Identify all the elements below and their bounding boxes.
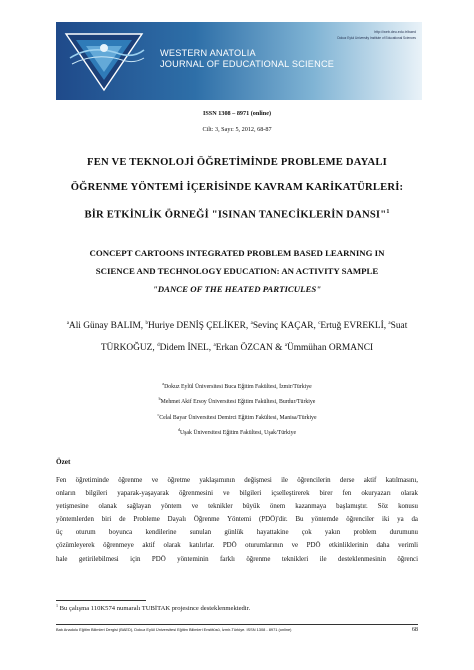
journal-title: [160, 48, 334, 70]
affiliation-list: [100, 378, 374, 440]
footnote: [56, 603, 250, 612]
title-line: SCIENCE AND TECHNOLOGY EDUCATION: AN ACTIVITY SAMPLE: [95, 266, 379, 276]
author-name: Ali Günay BALIM,: [68, 321, 146, 332]
title-line: "DANCE OF THE HEATED PARTICULES": [152, 284, 322, 294]
title-line: ÖĞRENME YÖNTEMİ İÇERİSİNDE KAVRAM KARİKATÜRLERİ:: [70, 182, 404, 193]
affiliation-text: Celal Bayar Üniversitesi Demirci Eğitim Fakültesi, Manisa/Türkiye: [159, 414, 317, 421]
journal-title-line: WESTERN ANATOLIA: [160, 48, 256, 58]
author-mark: a: [284, 343, 287, 349]
abstract-line: hale getirilebilmesi için PDÖ yönteminin farklı öğrenme teknikleri ile desteklenmesinin öğrenci: [56, 555, 418, 563]
author-mark: d: [157, 343, 160, 349]
affiliation-text: Mehmet Akif Ersoy Üniversitesi Eğitim Fakültesi, Burdur/Türkiye: [160, 399, 316, 406]
affiliation-mark: c: [157, 411, 160, 417]
journal-logo-icon: [62, 28, 146, 94]
english-title: [30, 244, 444, 298]
title-line-text: BİR ETKİNLİK ÖRNEĞİ "ISINAN TANECİKLERİN DANSI": [84, 209, 387, 221]
abstract-line: onların bilgileri yaparak-yaşayarak öğrenmesini ve bilgileri içselleştirerek birer fen okuryazarı olarak: [56, 490, 418, 498]
abstract-line: yöntemlerden biri de Probleme Dayalı Öğrenme Yöntemi (PDÖ)'dir. Bu yöntemde öğrenciler iki ya da: [56, 516, 418, 524]
title-line: FEN VE TEKNOLOJİ ÖĞRETİMİNDE PROBLEME DAYALI: [87, 157, 387, 168]
author-name: Didem İNEL,: [159, 343, 214, 354]
footer-divider: [56, 624, 418, 625]
author-name: Ümmühan ORMANCI: [286, 343, 374, 354]
page-number: 68: [411, 626, 418, 633]
author-mark: a: [66, 321, 69, 326]
issn: ISSN 1308 – 8971 (online): [202, 110, 272, 117]
affiliation-mark: d: [177, 427, 180, 433]
footnote-mark: 1: [56, 603, 58, 608]
volume-info: Cilt: 3, Sayı: 5, 2012, 68-87: [202, 126, 272, 133]
affiliation-text: Uşak Üniversitesi Eğitim Fakültesi, Uşak/Türkiye: [179, 430, 297, 437]
author-mark: a: [250, 321, 253, 326]
turkish-title: [30, 150, 444, 228]
author-name: Sevinç KAÇAR,: [252, 321, 319, 332]
footnote-divider: [56, 600, 146, 601]
author-list: [44, 314, 430, 358]
abstract-heading: Özet: [56, 458, 71, 466]
affiliation-text: Dokuz Eylül Üniversitesi Buca Eğitim Fakültesi, İzmir/Türkiye: [164, 383, 312, 390]
abstract-line: yetişmesine olanak sağlayan yöntem ve teknikler büyük önem kazanmaya başlamıştır. Söz konusu: [56, 503, 418, 511]
abstract-line: Fen öğretiminde öğrenme ve öğretme yaklaşımının değişmesi ile öğrencilerin derse aktif katılmasını,: [56, 477, 418, 484]
abstract-line: üç oturum boyunca kendilerine sunulan günlük hayattakine çok yakın problem durumunu: [56, 529, 418, 537]
title-line: CONCEPT CARTOONS INTEGRATED PROBLEM BASED LEARNING IN: [89, 248, 385, 258]
journal-banner: [56, 22, 422, 100]
author-name: Suat TÜRKOĞUZ,: [100, 321, 408, 354]
journal-title-line: JOURNAL OF EDUCATIONAL SCIENCE: [160, 59, 335, 69]
affiliation-item: [100, 409, 374, 424]
page-footer: Batı Anadolu Eğitim Bilimleri Dergisi (BAED), Dokuz Eylül Üniversitesi Eğitim Bilimleri Enstitüsü, İzmir-Türkiye. ISSN 1308 - 8971 (online): [56, 627, 292, 632]
affiliation-mark: b: [158, 396, 161, 402]
affiliation-item: [100, 424, 374, 439]
journal-institution: Dokuz Eylul University Institute of Educational Sciences: [337, 36, 416, 40]
title-line: [30, 200, 444, 228]
affiliation-item: [100, 378, 374, 393]
author-name: Huriye DENİŞ ÇELİKER,: [147, 321, 251, 332]
affiliation-mark: a: [162, 381, 165, 386]
author-mark: a: [388, 321, 391, 326]
author-mark: a: [213, 343, 216, 349]
author-mark: b: [145, 321, 148, 326]
author-name: Ertuğ EVREKLİ,: [320, 321, 389, 332]
footnote-mark: 1: [386, 209, 390, 215]
footnote-text: Bu çalışma 110K574 numaralı TUBİTAK projesince desteklenmektedir.: [58, 605, 251, 613]
journal-url: http://web.deu.edu.tr/baed: [374, 30, 416, 34]
abstract-line: çözümleyerek öğrenmeye aktif olarak katılırlar. PDÖ oturumlarının ve PDÖ etkinliklerinin daha verimli: [56, 542, 418, 550]
author-mark: c: [318, 321, 321, 326]
abstract-body: [56, 474, 418, 566]
author-name: Erkan ÖZCAN &: [215, 343, 285, 354]
affiliation-item: [100, 393, 374, 408]
